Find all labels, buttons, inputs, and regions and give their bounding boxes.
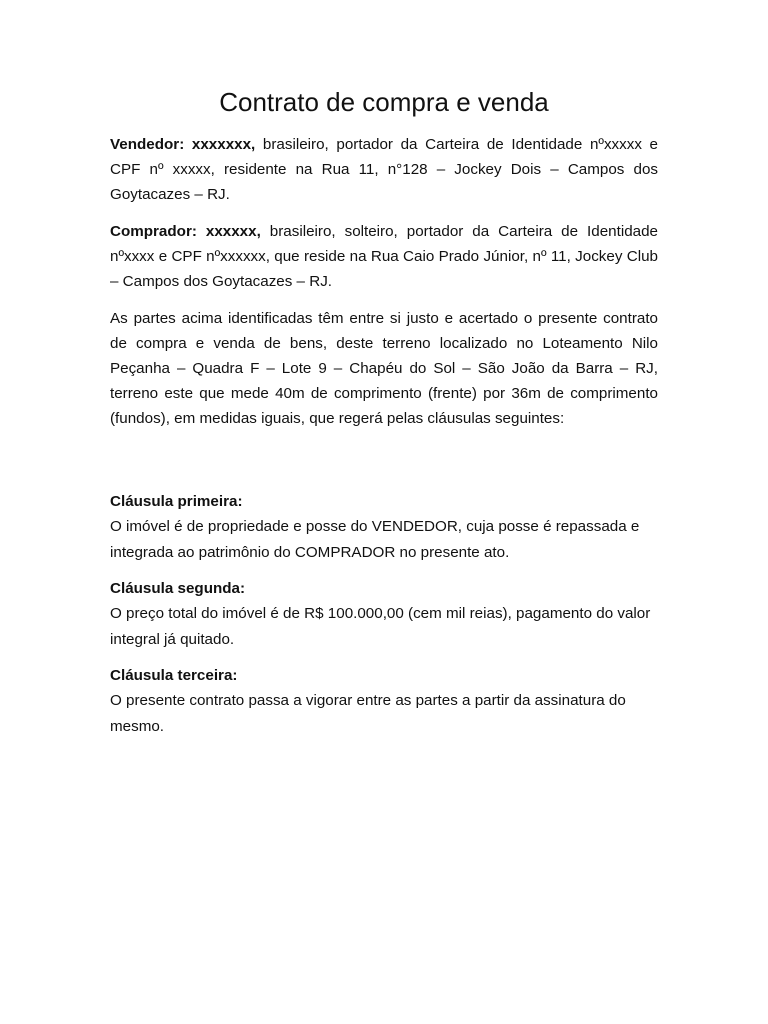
clause-text: O imóvel é de propriedade e posse do VENDEDOR, cuja posse é repassada e integrada ao patrimônio do COMPRADOR no presente ato. (110, 518, 640, 561)
seller-text: brasileiro, portador da Carteira de Identidade nºxxxxx e CPF nº xxxxx, residente na Rua 11, n°128 – Jockey Dois – Campos dos Goytacazes – RJ. (110, 136, 659, 203)
clause-text: O presente contrato passa a vigorar entre as partes a partir da assinatura do mesmo. (110, 692, 626, 735)
seller-paragraph (110, 132, 658, 207)
section-spacer (110, 443, 658, 489)
clause-3 (110, 663, 658, 740)
clause-heading: Cláusula segunda: (110, 580, 246, 597)
clause-1 (110, 489, 658, 566)
document-title: Contrato de compra e venda (219, 87, 549, 117)
intro-paragraph: As partes acima identificadas têm entre si justo e acertado o presente contrato de compra e venda de bens, deste terreno localizado no Loteamento Nilo Peçanha – Quadra F – Lote 9 – Chapéu do Sol – São João da Barra – RJ, terreno este que mede 40m de comprimento (frente) por 36m de comprimento (fundos), em medidas iguais, que regerá pelas cláusulas seguintes: (110, 310, 658, 427)
clause-2 (110, 576, 658, 653)
clause-heading: Cláusula terceira: (110, 667, 238, 684)
buyer-paragraph (110, 219, 658, 294)
seller-label: Vendedor: xxxxxxx, (110, 136, 256, 153)
document-page (110, 84, 658, 750)
clause-text: O preço total do imóvel é de R$ 100.000,00 (cem mil reias), pagamento do valor integral já quitado. (110, 605, 651, 648)
clause-heading: Cláusula primeira: (110, 493, 243, 510)
buyer-label: Comprador: xxxxxx, (110, 223, 261, 240)
buyer-text: brasileiro, solteiro, portador da Carteira de Identidade nºxxxx e CPF nºxxxxxx, que reside na Rua Caio Prado Júnior, nº 11, Jockey Club – Campos dos Goytacazes – RJ. (110, 223, 658, 290)
